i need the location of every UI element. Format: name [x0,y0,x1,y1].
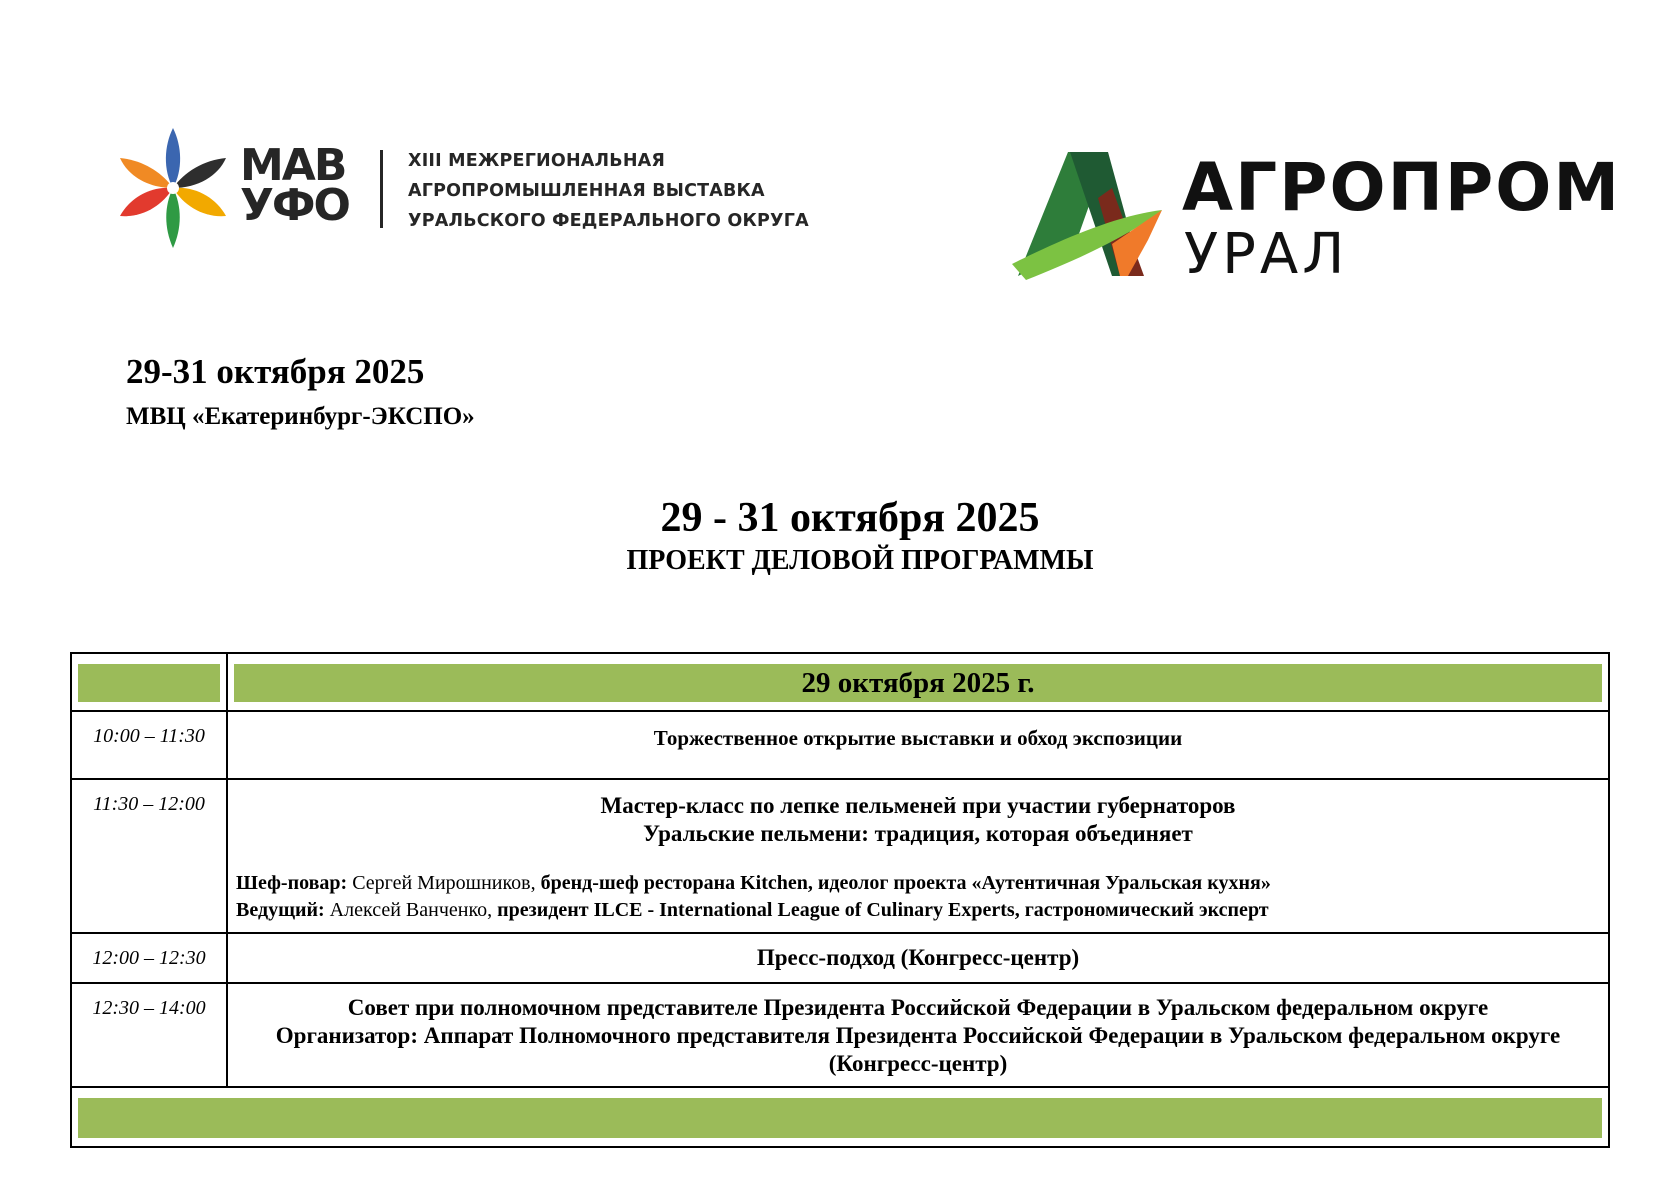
footer-cell [71,1087,1609,1147]
flower-logo-icon [118,128,228,248]
footer-green-bar [78,1098,1602,1138]
chef-label: Шеф-повар: [236,872,348,894]
agroprom-ural-logo [1012,148,1652,288]
program-title: ПРОЕКТ ДЕЛОВОЙ ПРОГРАММЫ [626,545,1094,576]
event-location: (Конгресс-центр) [828,1051,1008,1076]
schedule-table [70,652,1610,1148]
row-event [227,933,1609,983]
day-header-row [71,653,1609,711]
event-title: Пресс-подход (Конгресс-центр) [756,945,1080,970]
ural-wordmark: УРАЛ [1184,222,1349,287]
host-line [236,897,1600,924]
header-green-bar [78,664,220,702]
table-row [71,933,1609,983]
chef-line [236,870,1600,897]
chef-role: бренд-шеф ресторана Kitchen, идеолог проекта «Аутентичная Уральская кухня» [540,872,1271,894]
host-role: президент ILCE - International League of Culinary Experts, гастрономический эксперт [497,899,1269,921]
table-row [71,983,1609,1087]
event-subtitle: Уральские пельмени: традиция, которая объединяет [643,821,1193,846]
header-time-cell [71,653,227,711]
row-event [227,983,1609,1087]
event-title: Торжественное открытие выставки и обход экспозиции [653,726,1183,750]
event-title: Совет при полномочном представителе Президента Российской Федерации в Уральском федеральном округе [347,995,1489,1020]
agroprom-wordmark: АГРОПРОМ [1182,149,1622,226]
row-time: 11:30 – 12:00 [71,779,227,933]
host-label: Ведущий: [236,899,325,921]
event-venue: МВЦ «Екатеринбург-ЭКСПО» [126,403,475,430]
chef-name: Сергей Мирошников, [347,872,541,894]
event-participants [228,870,1608,924]
mav-line2: УФО [240,180,349,231]
event-dates: 29-31 октября 2025 [126,352,425,391]
agroprom-a-icon [1012,148,1172,288]
mav-desc-line2: АГРОПРОМЫШЛЕННАЯ ВЫСТАВКА [408,181,765,201]
day-label: 29 октября 2025 г. [801,667,1035,699]
mav-desc-line1: XIII МЕЖРЕГИОНАЛЬНАЯ [408,151,666,171]
host-name: Алексей Ванченко, [324,899,498,921]
row-event [227,779,1609,933]
header-day-cell [227,653,1609,711]
row-time: 12:30 – 14:00 [71,983,227,1087]
row-event [227,711,1609,779]
event-organizer: Организатор: Аппарат Полномочного представителя Президента Российской Федерации в Уральском федеральном округе [275,1023,1561,1048]
table-row [71,779,1609,933]
mav-wordmark [240,140,360,231]
mav-line1: МАВ [240,140,346,191]
logo-divider [380,150,383,228]
program-dates: 29 - 31 октября 2025 [660,495,1040,541]
mav-ufo-logo [118,128,848,248]
mav-description [408,146,868,236]
row-time: 12:00 – 12:30 [71,933,227,983]
table-row [71,711,1609,779]
row-time: 10:00 – 11:30 [71,711,227,779]
event-title: Мастер-класс по лепке пельменей при участии губернаторов [600,793,1236,818]
footer-row [71,1087,1609,1147]
mav-desc-line3: УРАЛЬСКОГО ФЕДЕРАЛЬНОГО ОКРУГА [408,211,809,231]
